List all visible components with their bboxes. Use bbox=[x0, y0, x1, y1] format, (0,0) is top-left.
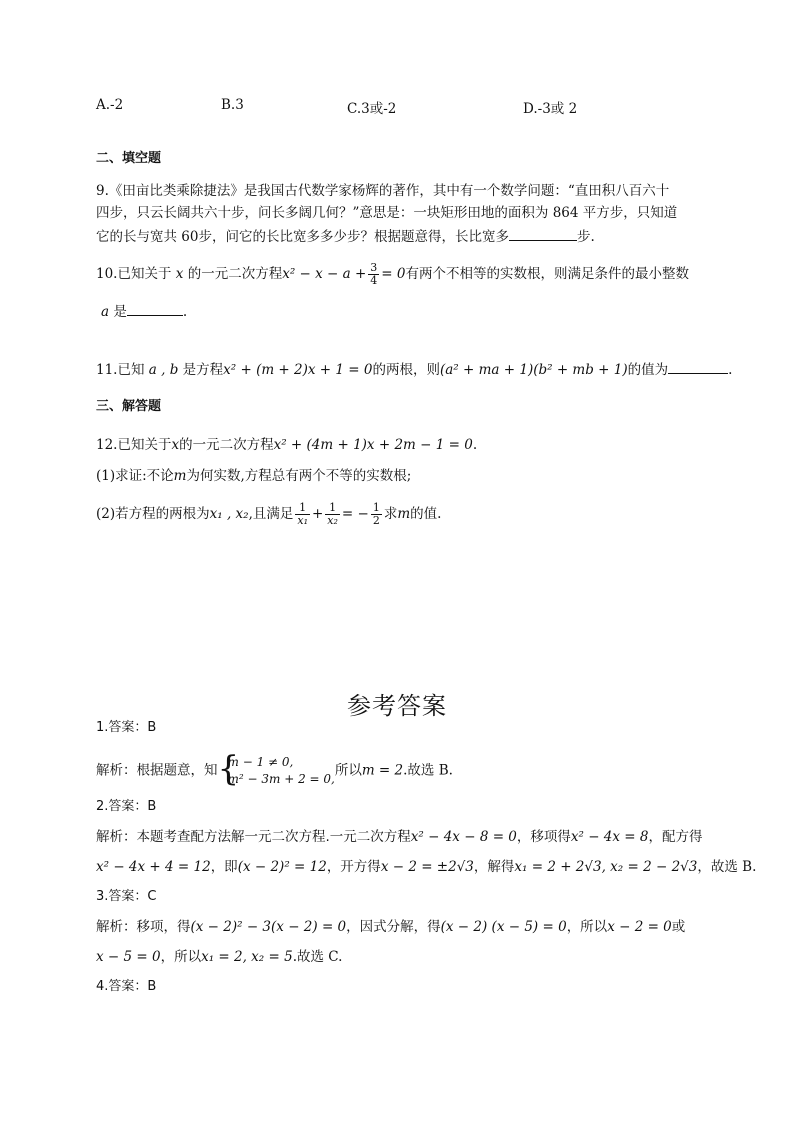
a1-sys-eq2: m² − 3m + 2 = 0, bbox=[227, 772, 335, 786]
a1-brace-icon: { bbox=[217, 749, 240, 789]
q12-end: . bbox=[472, 437, 478, 453]
a3-l1-pre: 解析：移项，得 bbox=[96, 919, 191, 935]
q11-line: 11.已知 a , b 是方程x² + (m + 2)x + 1 = 0的两根，则(a² + ma + 1)(b² + mb + 1)的值为 . bbox=[96, 359, 732, 379]
answer2-label: 2.答案：B bbox=[96, 799, 157, 814]
a2-l1-mid: ，移项得 bbox=[516, 829, 571, 845]
answer3-line2 bbox=[96, 948, 342, 966]
q12-stem bbox=[96, 436, 477, 454]
q10-answer-blank[interactable] bbox=[127, 301, 183, 316]
choice-c: C.3或-2 bbox=[347, 101, 397, 117]
q9-answer-blank[interactable] bbox=[509, 226, 577, 241]
q12-var: x bbox=[171, 437, 180, 453]
q11-post: 的值为 bbox=[627, 362, 669, 378]
a2-l2-t3: ，解得 bbox=[473, 859, 515, 875]
a3-l2-end: .故选 C. bbox=[292, 949, 343, 965]
a2-l2-t2: ，开方得 bbox=[326, 859, 381, 875]
q12-frac2 bbox=[325, 502, 340, 527]
a2-l1-post: ，配方得 bbox=[648, 829, 703, 845]
a3-l2-eq2: x₁ = 2, x₂ = 5 bbox=[201, 949, 293, 965]
q10-line2-var: a bbox=[101, 304, 110, 320]
a3-l1-post: 或 bbox=[671, 919, 686, 935]
q11-mid2: 的两根，则 bbox=[372, 362, 440, 378]
answer3-label: 3.答案：C bbox=[96, 889, 157, 904]
q10-var: x bbox=[175, 266, 184, 282]
q12-p2-ask: 求 bbox=[383, 506, 398, 522]
a2-l2-eq1: x² − 4x + 4 = 12 bbox=[96, 859, 211, 875]
choice-a: A.-2 bbox=[96, 97, 124, 113]
a3-l1-eq1: (x − 2)² − 3(x − 2) = 0 bbox=[190, 919, 347, 935]
q12-p1-var: m bbox=[173, 468, 187, 484]
a2-l2-eq4: x₁ = 2 + 2√3, x₂ = 2 − 2√3 bbox=[514, 859, 698, 875]
q12-frac3-num: 1 bbox=[372, 501, 380, 514]
a1-post-pre: 所以 bbox=[334, 762, 362, 779]
a3-l2-mid: ，所以 bbox=[160, 949, 202, 965]
a2-l1-pre: 解析：本题考查配方法解一元二次方程.一元二次方程 bbox=[96, 829, 411, 845]
a3-l1-eq2: (x − 2) (x − 5) = 0 bbox=[440, 919, 567, 935]
q12-eqminus: = − bbox=[341, 506, 369, 522]
a2-l1-eq1: x² − 4x − 8 = 0 bbox=[410, 829, 517, 845]
q12-eq: x² + (4m + 1)x + 2m − 1 = 0 bbox=[273, 437, 473, 453]
q10-fraction bbox=[368, 262, 379, 287]
a3-l1-mid2: ，所以 bbox=[566, 919, 608, 935]
a1-pre: 解析：根据题意，知 bbox=[96, 762, 218, 779]
q12-frac2-num: 1 bbox=[325, 502, 340, 515]
q12-frac1-den: x₁ bbox=[297, 514, 308, 527]
answer1-explanation bbox=[96, 749, 453, 789]
a1-post-eq: m = 2 bbox=[361, 762, 404, 779]
q12-frac3-den: 2 bbox=[372, 514, 380, 527]
choice-b: B.3 bbox=[221, 97, 244, 113]
a3-l1-mid: ，因式分解，得 bbox=[346, 919, 441, 935]
a2-l2-eq3: x − 2 = ±2√3 bbox=[380, 859, 474, 875]
q10-frac-den: 4 bbox=[370, 274, 378, 287]
a2-l1-eq2: x² − 4x = 8 bbox=[570, 829, 649, 845]
q12-p2-var: m bbox=[397, 506, 411, 522]
answer2-line1 bbox=[96, 828, 703, 846]
a1-post-end: .故选 B. bbox=[403, 762, 453, 779]
a1-system bbox=[217, 749, 335, 789]
q9-line3-end: 步. bbox=[576, 229, 595, 245]
q12-pre: 12.已知关于 bbox=[96, 437, 172, 453]
q10-eq-a: x² − x − a + bbox=[282, 266, 367, 282]
choice-d: D.-3或 2 bbox=[523, 101, 578, 117]
answer4-label: 4.答案：B bbox=[96, 979, 157, 994]
q10-line1 bbox=[96, 262, 689, 287]
answers-title: 参考答案 bbox=[347, 692, 447, 720]
q12-frac1-num: 1 bbox=[295, 502, 310, 515]
answer3-line1 bbox=[96, 918, 685, 936]
answer1-label: 1.答案：B bbox=[96, 720, 157, 735]
q11-pre: 11.已知 bbox=[96, 362, 145, 378]
q12-frac3 bbox=[371, 502, 382, 527]
q10-pre: 10.已知关于 bbox=[96, 266, 172, 282]
q11-mid: 是方程 bbox=[182, 362, 224, 378]
q9-line3 bbox=[96, 226, 595, 246]
a2-l2-eq2: (x − 2)² = 12 bbox=[237, 859, 327, 875]
q12-p2-mid: ,且满足 bbox=[248, 506, 294, 522]
q12-p2-end: 的值. bbox=[410, 506, 442, 522]
section-solve-heading: 三、解答题 bbox=[96, 399, 162, 414]
q12-plus: + bbox=[311, 506, 324, 522]
q12-frac2-den: x₂ bbox=[327, 514, 338, 527]
q10-line2: a 是 . bbox=[101, 301, 187, 321]
q12-mid: 的一元二次方程 bbox=[179, 437, 274, 453]
q12-p1-pre: (1)求证:不论 bbox=[96, 468, 174, 484]
q12-p1-post: 为何实数,方程总有两个不等的实数根; bbox=[186, 468, 412, 484]
q12-part2 bbox=[96, 502, 441, 527]
q10-mid: 的一元二次方程 bbox=[187, 266, 283, 282]
a2-l2-t1: ，即 bbox=[210, 859, 238, 875]
q11-answer-blank[interactable] bbox=[668, 359, 728, 374]
q10-post: 有两个不相等的实数根，则满足条件的最小整数 bbox=[405, 266, 689, 282]
q12-frac1 bbox=[295, 502, 310, 527]
q9-line3-text: 它的长与宽共 60步，问它的长比宽多多少步？根据题意得，长比宽多 bbox=[96, 229, 509, 245]
q11-vars: a , b bbox=[148, 362, 179, 378]
a2-l2-t4: ，故选 B. bbox=[697, 859, 757, 875]
q12-part1 bbox=[96, 467, 411, 485]
q9-line2: 四步，只云长阔共六十步，问长多阔几何？”意思是：一块矩形田地的面积为 864 平方步，只知道 bbox=[96, 205, 678, 221]
q10-line2-text: 是 bbox=[113, 304, 127, 320]
section-fill-blank-heading: 二、填空题 bbox=[96, 151, 162, 166]
q12-p2-pre: (2)若方程的两根为 bbox=[96, 506, 210, 522]
q12-p2-roots: x₁ , x₂ bbox=[209, 506, 249, 522]
answer2-line2 bbox=[96, 858, 756, 876]
q11-eq: x² + (m + 2)x + 1 = 0 bbox=[223, 362, 373, 378]
a1-sys-eq1: m − 1 ≠ 0, bbox=[227, 755, 294, 769]
q9-line1: 9.《田亩比类乘除捷法》是我国古代数学家杨辉的著作，其中有一个数学问题：“直田积八百六十 bbox=[96, 183, 670, 199]
q10-eq-b: = 0 bbox=[381, 266, 406, 282]
q11-expr: (a² + ma + 1)(b² + mb + 1) bbox=[439, 362, 628, 378]
a3-l2-eq1: x − 5 = 0 bbox=[96, 949, 161, 965]
q10-frac-num: 3 bbox=[370, 261, 378, 274]
a3-l1-eq3: x − 2 = 0 bbox=[607, 919, 672, 935]
